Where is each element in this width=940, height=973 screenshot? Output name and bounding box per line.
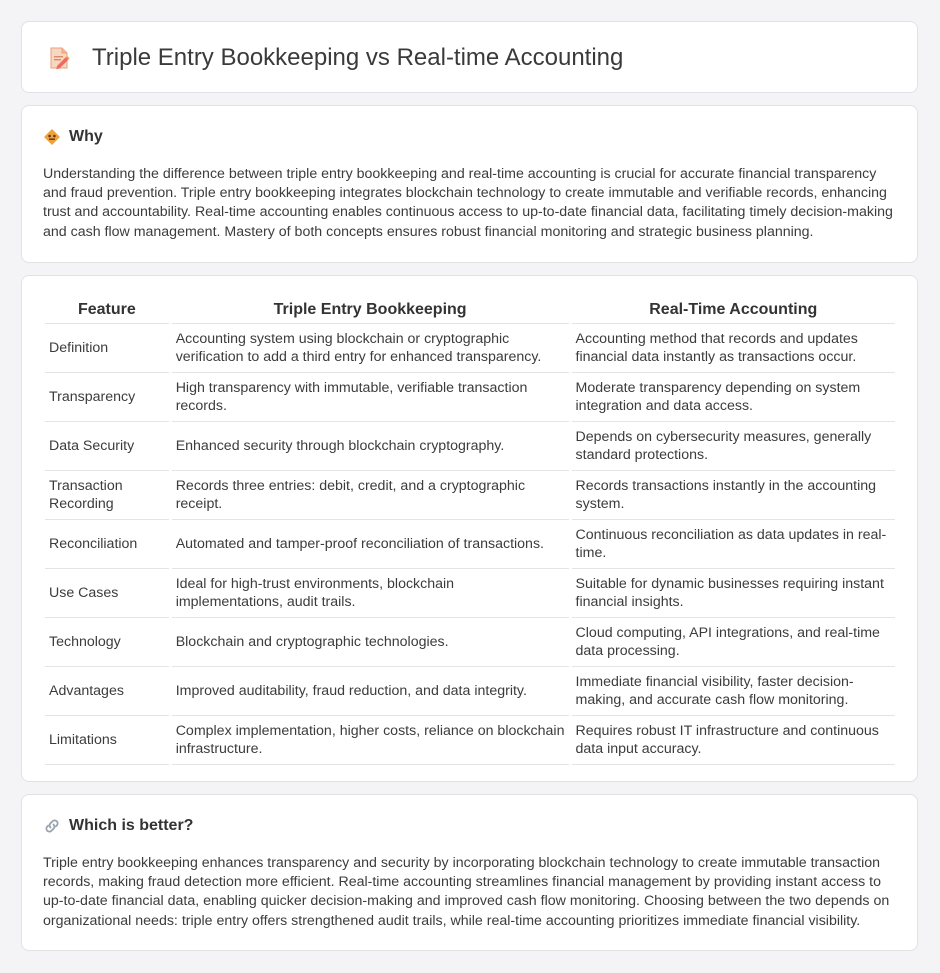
real-time-cell: Cloud computing, API integrations, and real-time data processing.: [572, 618, 895, 667]
real-time-cell: Accounting method that records and updates financial data instantly as transactions occur.: [572, 324, 895, 373]
real-time-cell: Requires robust IT infrastructure and continuous data input accuracy.: [572, 716, 895, 765]
table-row: [45, 422, 895, 471]
feature-cell: Data Security: [45, 422, 169, 471]
table-row: [45, 324, 895, 373]
feature-cell: Definition: [45, 324, 169, 373]
table-row: [45, 520, 895, 569]
link-icon: [43, 817, 61, 835]
better-heading-row: [43, 817, 193, 835]
triple-entry-cell: Automated and tamper-proof reconciliation of transactions.: [172, 520, 569, 569]
better-text: Triple entry bookkeeping enhances transparency and security by incorporating blockchain technology to create immutable transaction records, making fraud detection more efficient. Real-time accounting streamlines financial management by providing instant access to up-to-date financial data, enabling quicker decision-making and improved cash flow monitoring. Choosing between the two depends on organizational needs: triple entry offers strengthened audit trails, while real-time accounting prioritizes immediate financial visibility.: [43, 855, 890, 929]
header-real-time: Real-Time Accounting: [572, 295, 895, 324]
feature-cell: Transaction Recording: [45, 471, 169, 520]
title-row: [46, 44, 623, 72]
why-heading-row: [43, 128, 103, 146]
real-time-cell: Continuous reconciliation as data updates in real-time.: [572, 520, 895, 569]
which-is-better-section: [21, 794, 918, 951]
table-row: [45, 373, 895, 422]
table-row: [45, 471, 895, 520]
triple-entry-cell: Ideal for high-trust environments, blockchain implementations, audit trails.: [172, 569, 569, 618]
table-row: [45, 569, 895, 618]
triple-entry-cell: Enhanced security through blockchain cryptography.: [172, 422, 569, 471]
triple-entry-cell: Blockchain and cryptographic technologies.: [172, 618, 569, 667]
feature-cell: Technology: [45, 618, 169, 667]
diamond-sign-icon: [43, 128, 61, 146]
why-section: [21, 105, 918, 263]
comparison-section: [21, 275, 918, 782]
title-card: [21, 21, 918, 93]
real-time-cell: Immediate financial visibility, faster decision-making, and accurate cash flow monitoring.: [572, 667, 895, 716]
triple-entry-cell: Complex implementation, higher costs, reliance on blockchain infrastructure.: [172, 716, 569, 765]
table-row: [45, 716, 895, 765]
triple-entry-cell: Records three entries: debit, credit, and a cryptographic receipt.: [172, 471, 569, 520]
triple-entry-cell: High transparency with immutable, verifiable transaction records.: [172, 373, 569, 422]
why-heading: Why: [69, 128, 103, 145]
triple-entry-cell: Improved auditability, fraud reduction, and data integrity.: [172, 667, 569, 716]
table-row: [45, 618, 895, 667]
table-row: [45, 667, 895, 716]
real-time-cell: Suitable for dynamic businesses requiring instant financial insights.: [572, 569, 895, 618]
header-triple-entry: Triple Entry Bookkeeping: [172, 295, 569, 324]
feature-cell: Transparency: [45, 373, 169, 422]
feature-cell: Use Cases: [45, 569, 169, 618]
page-title: Triple Entry Bookkeeping vs Real-time Accounting: [92, 44, 624, 71]
feature-cell: Limitations: [45, 716, 169, 765]
why-text: Understanding the difference between triple entry bookkeeping and real-time accounting is crucial for accurate financial transparency and fraud prevention. Triple entry bookkeeping integrates blockchain technology to create immutable and verifiable records, enhancing trust and accountability. Real-time accounting enables continuous access to up-to-date financial data, facilitating timely decision-making and cash flow management. Mastery of both concepts ensures robust financial monitoring and strategic business planning.: [43, 166, 893, 240]
better-heading: Which is better?: [69, 817, 194, 834]
feature-cell: Advantages: [45, 667, 169, 716]
real-time-cell: Records transactions instantly in the accounting system.: [572, 471, 895, 520]
header-feature: Feature: [45, 295, 169, 324]
document-pencil-icon: [46, 45, 72, 71]
feature-cell: Reconciliation: [45, 520, 169, 569]
real-time-cell: Moderate transparency depending on system integration and data access.: [572, 373, 895, 422]
table-header-row: [45, 295, 895, 324]
triple-entry-cell: Accounting system using blockchain or cryptographic verification to add a third entry for enhanced transparency.: [172, 324, 569, 373]
real-time-cell: Depends on cybersecurity measures, generally standard protections.: [572, 422, 895, 471]
comparison-table: [42, 295, 898, 765]
